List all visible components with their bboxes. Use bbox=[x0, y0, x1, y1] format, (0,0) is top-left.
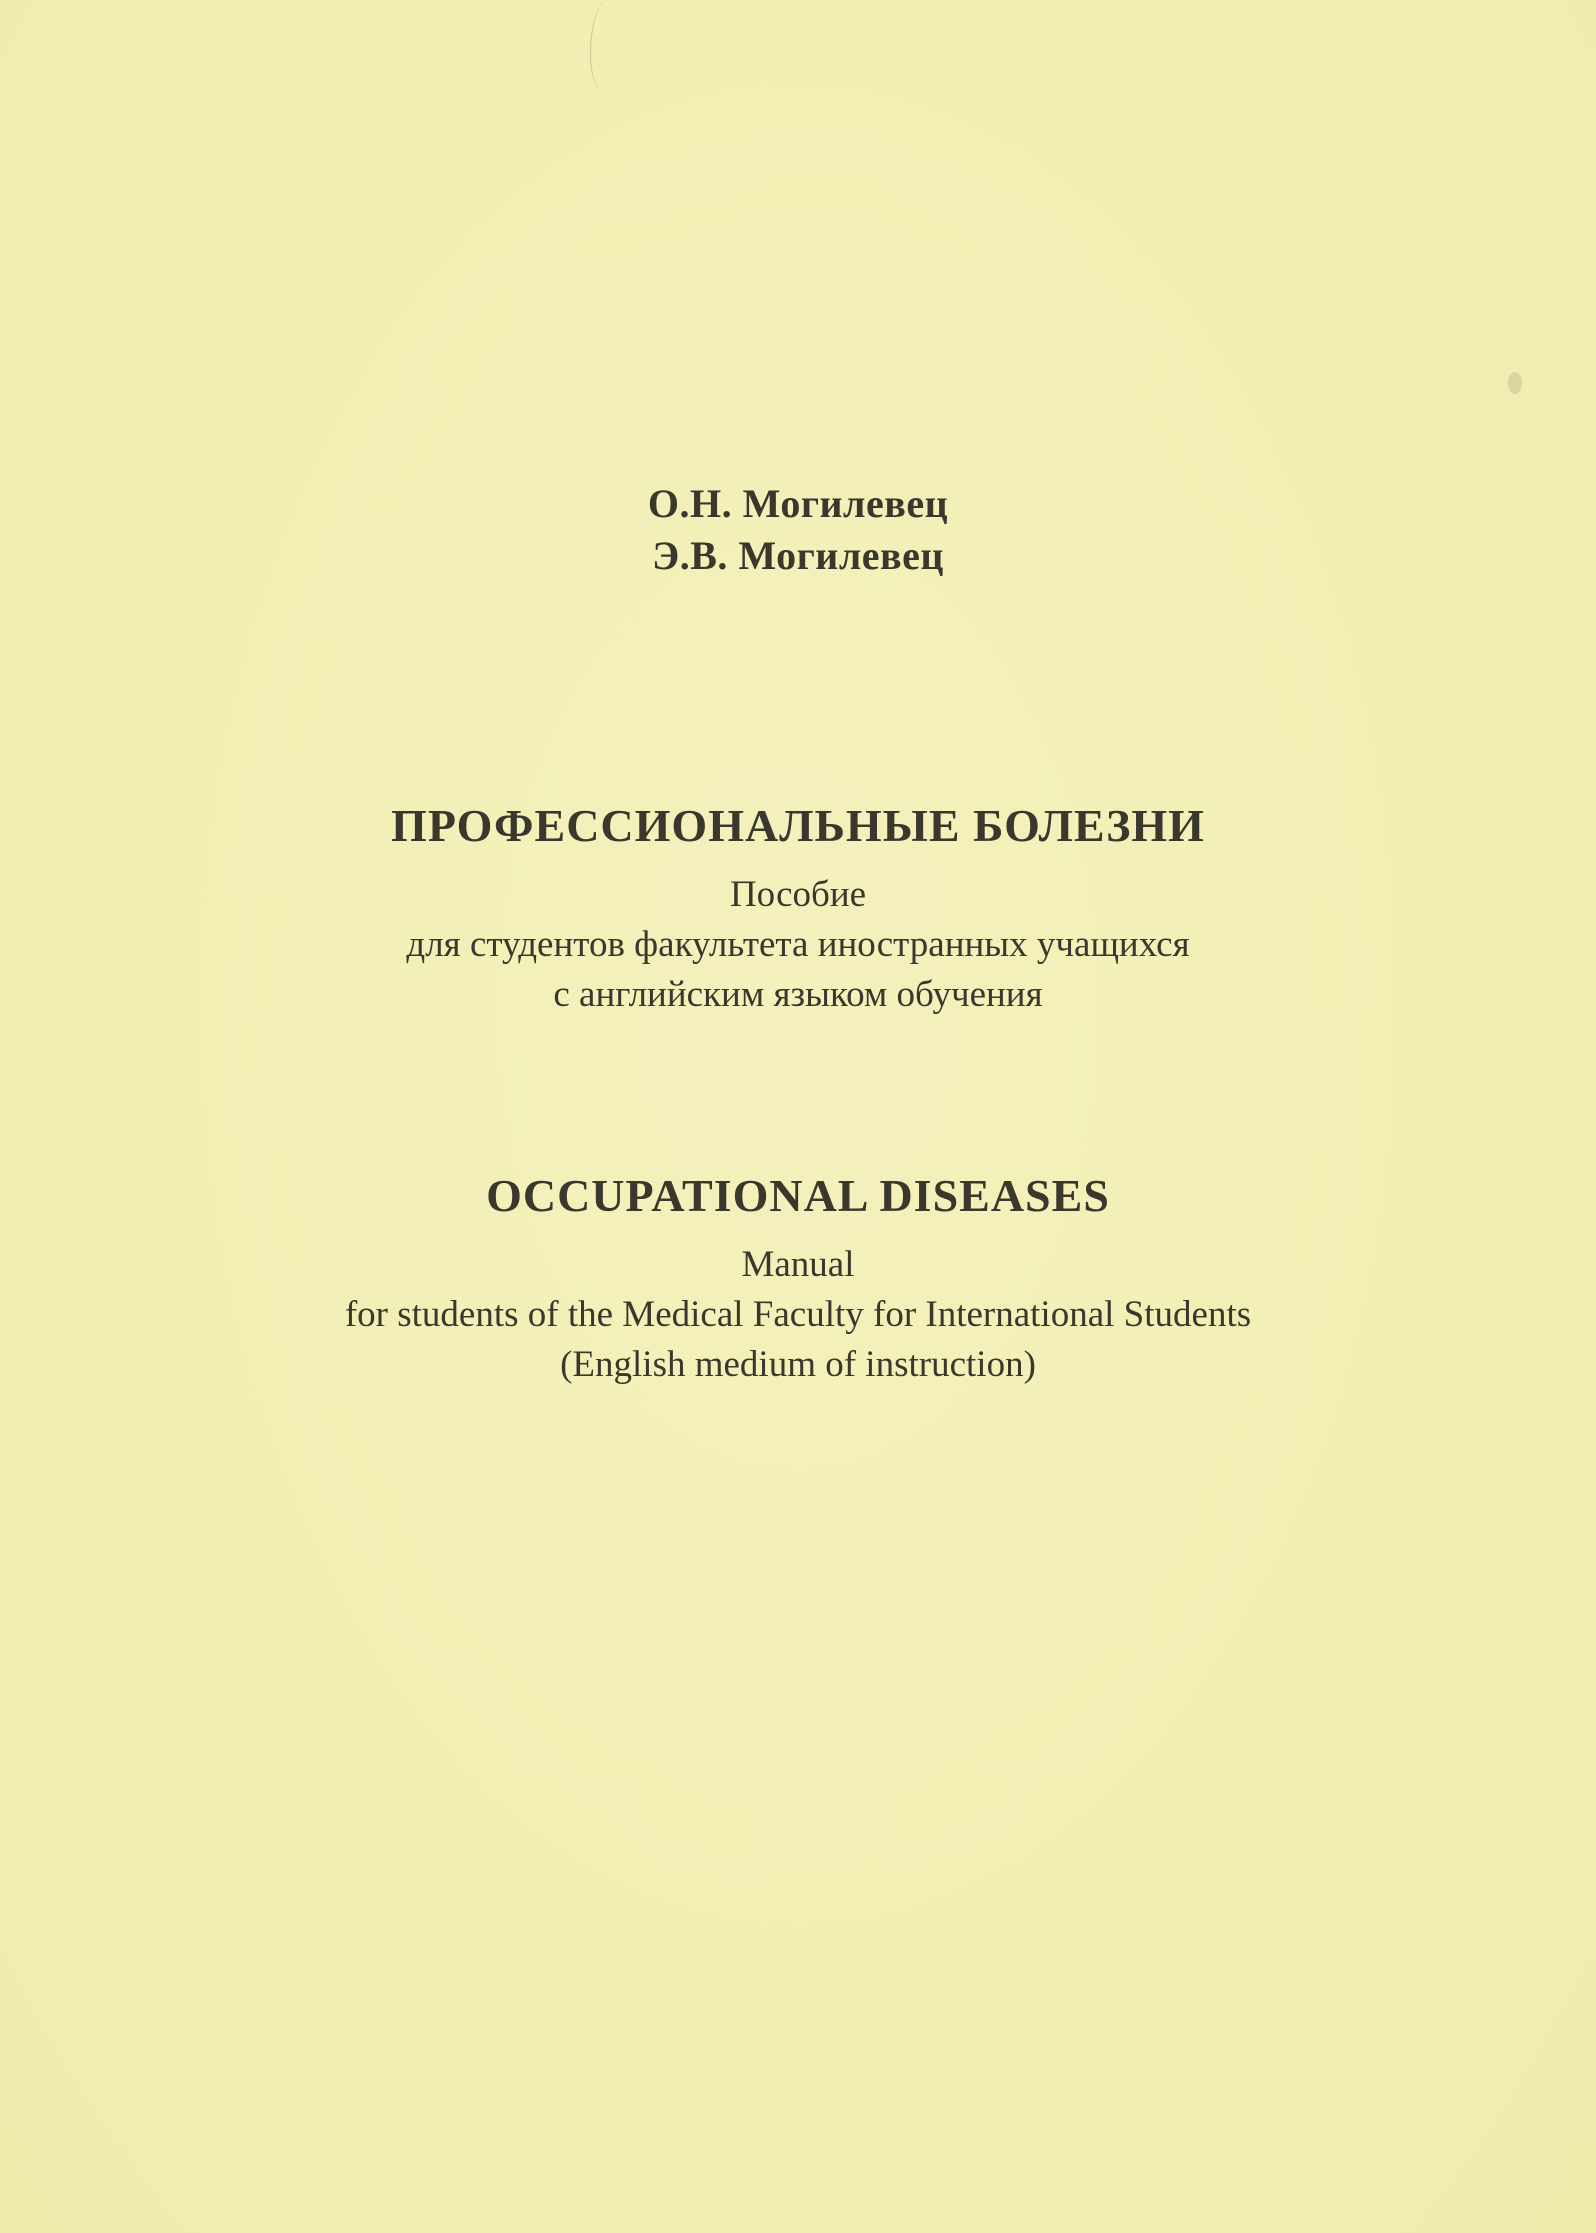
english-subtitle-line: for students of the Medical Faculty for International Students bbox=[344, 1294, 1252, 1335]
author-name: Э.В. Могилевец bbox=[652, 533, 944, 578]
english-subtitle-line: Manual bbox=[741, 1244, 855, 1285]
russian-subtitle-line: Пособие bbox=[729, 874, 867, 915]
paper-edge-mark bbox=[590, 0, 621, 90]
russian-title: ПРОФЕССИОНАЛЬНЫЕ БОЛЕЗНИ bbox=[391, 800, 1205, 851]
russian-subtitle-line: с английским языком обучения bbox=[553, 974, 1043, 1015]
paper-speck bbox=[1508, 372, 1522, 394]
english-title: OCCUPATIONAL DISEASES bbox=[486, 1170, 1110, 1221]
english-subtitle-line: (English medium of instruction) bbox=[560, 1344, 1036, 1385]
russian-subtitle-line: для студентов факультета иностранных учащихся bbox=[406, 924, 1190, 965]
author-name: О.Н. Могилевец bbox=[647, 481, 949, 526]
authors-block bbox=[0, 478, 1596, 582]
english-title-block bbox=[0, 1166, 1596, 1390]
russian-title-block bbox=[0, 796, 1596, 1020]
